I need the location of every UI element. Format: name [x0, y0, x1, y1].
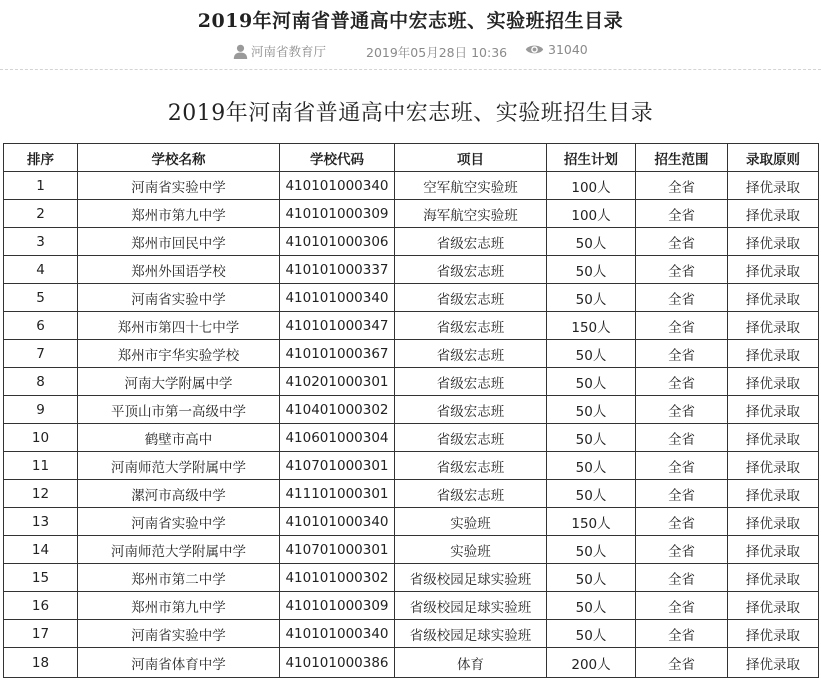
table-row: [4, 312, 819, 340]
table-row: [4, 452, 819, 480]
cell-program: 省级宏志班: [395, 312, 547, 340]
cell-enrollment-plan: 100人: [547, 172, 636, 200]
cell-school-code: 410101000340: [280, 620, 395, 648]
cell-enrollment-scope: 全省: [636, 648, 728, 678]
cell-admission-principle: 择优录取: [728, 312, 819, 340]
header-enrollment-scope: 招生范围: [636, 144, 728, 172]
cell-enrollment-scope: 全省: [636, 536, 728, 564]
cell-admission-principle: 择优录取: [728, 368, 819, 396]
cell-rank: 16: [4, 592, 78, 620]
cell-enrollment-scope: 全省: [636, 172, 728, 200]
enrollment-table: [3, 143, 819, 678]
cell-program: 省级宏志班: [395, 368, 547, 396]
cell-rank: 8: [4, 368, 78, 396]
cell-enrollment-plan: 150人: [547, 508, 636, 536]
table-row: [4, 284, 819, 312]
table-row: [4, 648, 819, 678]
cell-enrollment-scope: 全省: [636, 424, 728, 452]
cell-enrollment-scope: 全省: [636, 480, 728, 508]
document-title: 2019年河南省普通高中宏志班、实验班招生目录: [167, 101, 654, 126]
cell-enrollment-plan: 50人: [547, 480, 636, 508]
cell-enrollment-plan: 50人: [547, 452, 636, 480]
cell-program: 省级宏志班: [395, 480, 547, 508]
cell-school-code: 410701000301: [280, 452, 395, 480]
cell-school-name: 河南省实验中学: [78, 172, 280, 200]
cell-enrollment-scope: 全省: [636, 620, 728, 648]
cell-school-code: 410101000337: [280, 256, 395, 284]
eye-icon: [525, 43, 548, 56]
cell-admission-principle: 择优录取: [728, 620, 819, 648]
cell-school-name: 河南师范大学附属中学: [78, 452, 280, 480]
cell-admission-principle: 择优录取: [728, 536, 819, 564]
cell-enrollment-scope: 全省: [636, 368, 728, 396]
cell-enrollment-scope: 全省: [636, 564, 728, 592]
cell-school-name: 郑州外国语学校: [78, 256, 280, 284]
cell-enrollment-scope: 全省: [636, 312, 728, 340]
header-program: 项目: [395, 144, 547, 172]
cell-rank: 10: [4, 424, 78, 452]
cell-school-code: 410101000386: [280, 648, 395, 678]
view-count-value: 31040: [548, 42, 588, 57]
header-school-name: 学校名称: [78, 144, 280, 172]
cell-admission-principle: 择优录取: [728, 648, 819, 678]
cell-admission-principle: 择优录取: [728, 592, 819, 620]
cell-enrollment-plan: 50人: [547, 228, 636, 256]
cell-rank: 9: [4, 396, 78, 424]
cell-admission-principle: 择优录取: [728, 256, 819, 284]
cell-program: 省级宏志班: [395, 284, 547, 312]
header-divider: [0, 69, 821, 70]
cell-enrollment-plan: 50人: [547, 368, 636, 396]
table-row: [4, 228, 819, 256]
cell-rank: 6: [4, 312, 78, 340]
cell-school-name: 郑州市第九中学: [78, 592, 280, 620]
cell-admission-principle: 择优录取: [728, 284, 819, 312]
article-meta: [0, 42, 821, 62]
table-body: [4, 172, 819, 678]
cell-program: 海军航空实验班: [395, 200, 547, 228]
table-row: [4, 340, 819, 368]
user-icon: [233, 44, 251, 59]
cell-admission-principle: 择优录取: [728, 340, 819, 368]
cell-school-code: 410101000302: [280, 564, 395, 592]
cell-enrollment-scope: 全省: [636, 200, 728, 228]
cell-enrollment-scope: 全省: [636, 592, 728, 620]
cell-rank: 2: [4, 200, 78, 228]
cell-school-name: 河南大学附属中学: [78, 368, 280, 396]
cell-school-code: 410701000301: [280, 536, 395, 564]
cell-enrollment-scope: 全省: [636, 340, 728, 368]
cell-program: 空军航空实验班: [395, 172, 547, 200]
cell-admission-principle: 择优录取: [728, 480, 819, 508]
cell-rank: 5: [4, 284, 78, 312]
cell-school-code: 410101000309: [280, 592, 395, 620]
cell-school-code: 410101000340: [280, 172, 395, 200]
table-row: [4, 536, 819, 564]
author-info: [233, 42, 326, 60]
cell-program: 省级宏志班: [395, 256, 547, 284]
table-row: [4, 368, 819, 396]
cell-enrollment-plan: 50人: [547, 284, 636, 312]
cell-school-name: 河南省实验中学: [78, 508, 280, 536]
cell-program: 省级校园足球实验班: [395, 564, 547, 592]
cell-school-code: 410101000347: [280, 312, 395, 340]
table-row: [4, 172, 819, 200]
table-row: [4, 424, 819, 452]
cell-enrollment-scope: 全省: [636, 228, 728, 256]
cell-school-name: 河南省实验中学: [78, 284, 280, 312]
cell-enrollment-plan: 50人: [547, 620, 636, 648]
cell-enrollment-scope: 全省: [636, 452, 728, 480]
header-rank: 排序: [4, 144, 78, 172]
cell-rank: 11: [4, 452, 78, 480]
cell-enrollment-scope: 全省: [636, 284, 728, 312]
table-row: [4, 256, 819, 284]
cell-enrollment-plan: 50人: [547, 340, 636, 368]
cell-program: 省级宏志班: [395, 452, 547, 480]
cell-admission-principle: 择优录取: [728, 396, 819, 424]
cell-program: 省级校园足球实验班: [395, 620, 547, 648]
cell-school-code: 410401000302: [280, 396, 395, 424]
cell-rank: 15: [4, 564, 78, 592]
cell-school-code: 410101000367: [280, 340, 395, 368]
cell-school-name: 平顶山市第一高级中学: [78, 396, 280, 424]
table-row: [4, 592, 819, 620]
cell-rank: 1: [4, 172, 78, 200]
cell-admission-principle: 择优录取: [728, 452, 819, 480]
author-name: 河南省教育厅: [251, 44, 327, 59]
cell-school-code: 411101000301: [280, 480, 395, 508]
cell-rank: 18: [4, 648, 78, 678]
publish-date: 2019年05月28日 10:36: [366, 45, 508, 60]
cell-enrollment-plan: 100人: [547, 200, 636, 228]
cell-school-code: 410101000340: [280, 284, 395, 312]
cell-school-name: 河南师范大学附属中学: [78, 536, 280, 564]
table-row: [4, 508, 819, 536]
cell-school-code: 410101000309: [280, 200, 395, 228]
cell-enrollment-plan: 50人: [547, 536, 636, 564]
cell-rank: 14: [4, 536, 78, 564]
table-header-row: [4, 144, 819, 172]
cell-enrollment-plan: 200人: [547, 648, 636, 678]
table-row: [4, 396, 819, 424]
cell-enrollment-plan: 150人: [547, 312, 636, 340]
cell-school-name: 河南省实验中学: [78, 620, 280, 648]
header-enrollment-plan: 招生计划: [547, 144, 636, 172]
cell-school-name: 郑州市回民中学: [78, 228, 280, 256]
cell-enrollment-plan: 50人: [547, 592, 636, 620]
cell-school-code: 410601000304: [280, 424, 395, 452]
cell-admission-principle: 择优录取: [728, 228, 819, 256]
cell-school-name: 郑州市第二中学: [78, 564, 280, 592]
cell-rank: 12: [4, 480, 78, 508]
cell-program: 省级校园足球实验班: [395, 592, 547, 620]
header-admission-principle: 录取原则: [728, 144, 819, 172]
cell-admission-principle: 择优录取: [728, 200, 819, 228]
cell-school-name: 鹤壁市高中: [78, 424, 280, 452]
header-school-code: 学校代码: [280, 144, 395, 172]
cell-enrollment-plan: 50人: [547, 424, 636, 452]
cell-program: 实验班: [395, 536, 547, 564]
cell-school-name: 河南省体育中学: [78, 648, 280, 678]
cell-enrollment-plan: 50人: [547, 564, 636, 592]
cell-admission-principle: 择优录取: [728, 172, 819, 200]
cell-school-name: 漯河市高级中学: [78, 480, 280, 508]
cell-program: 省级宏志班: [395, 424, 547, 452]
cell-program: 体育: [395, 648, 547, 678]
table-row: [4, 620, 819, 648]
cell-enrollment-scope: 全省: [636, 396, 728, 424]
cell-rank: 13: [4, 508, 78, 536]
article-title: 2019年河南省普通高中宏志班、实验班招生目录: [197, 10, 624, 32]
table-row: [4, 564, 819, 592]
table-row: [4, 480, 819, 508]
cell-program: 省级宏志班: [395, 340, 547, 368]
cell-school-code: 410101000340: [280, 508, 395, 536]
cell-school-name: 郑州市宇华实验学校: [78, 340, 280, 368]
cell-school-code: 410201000301: [280, 368, 395, 396]
cell-rank: 4: [4, 256, 78, 284]
cell-enrollment-plan: 50人: [547, 256, 636, 284]
cell-admission-principle: 择优录取: [728, 424, 819, 452]
cell-program: 省级宏志班: [395, 396, 547, 424]
cell-program: 实验班: [395, 508, 547, 536]
cell-admission-principle: 择优录取: [728, 564, 819, 592]
cell-program: 省级宏志班: [395, 228, 547, 256]
cell-school-name: 郑州市第九中学: [78, 200, 280, 228]
table-row: [4, 200, 819, 228]
cell-admission-principle: 择优录取: [728, 508, 819, 536]
cell-rank: 3: [4, 228, 78, 256]
cell-enrollment-plan: 50人: [547, 396, 636, 424]
cell-rank: 7: [4, 340, 78, 368]
cell-enrollment-scope: 全省: [636, 256, 728, 284]
cell-school-code: 410101000306: [280, 228, 395, 256]
view-count: [525, 42, 588, 57]
cell-school-name: 郑州市第四十七中学: [78, 312, 280, 340]
cell-rank: 17: [4, 620, 78, 648]
cell-enrollment-scope: 全省: [636, 508, 728, 536]
